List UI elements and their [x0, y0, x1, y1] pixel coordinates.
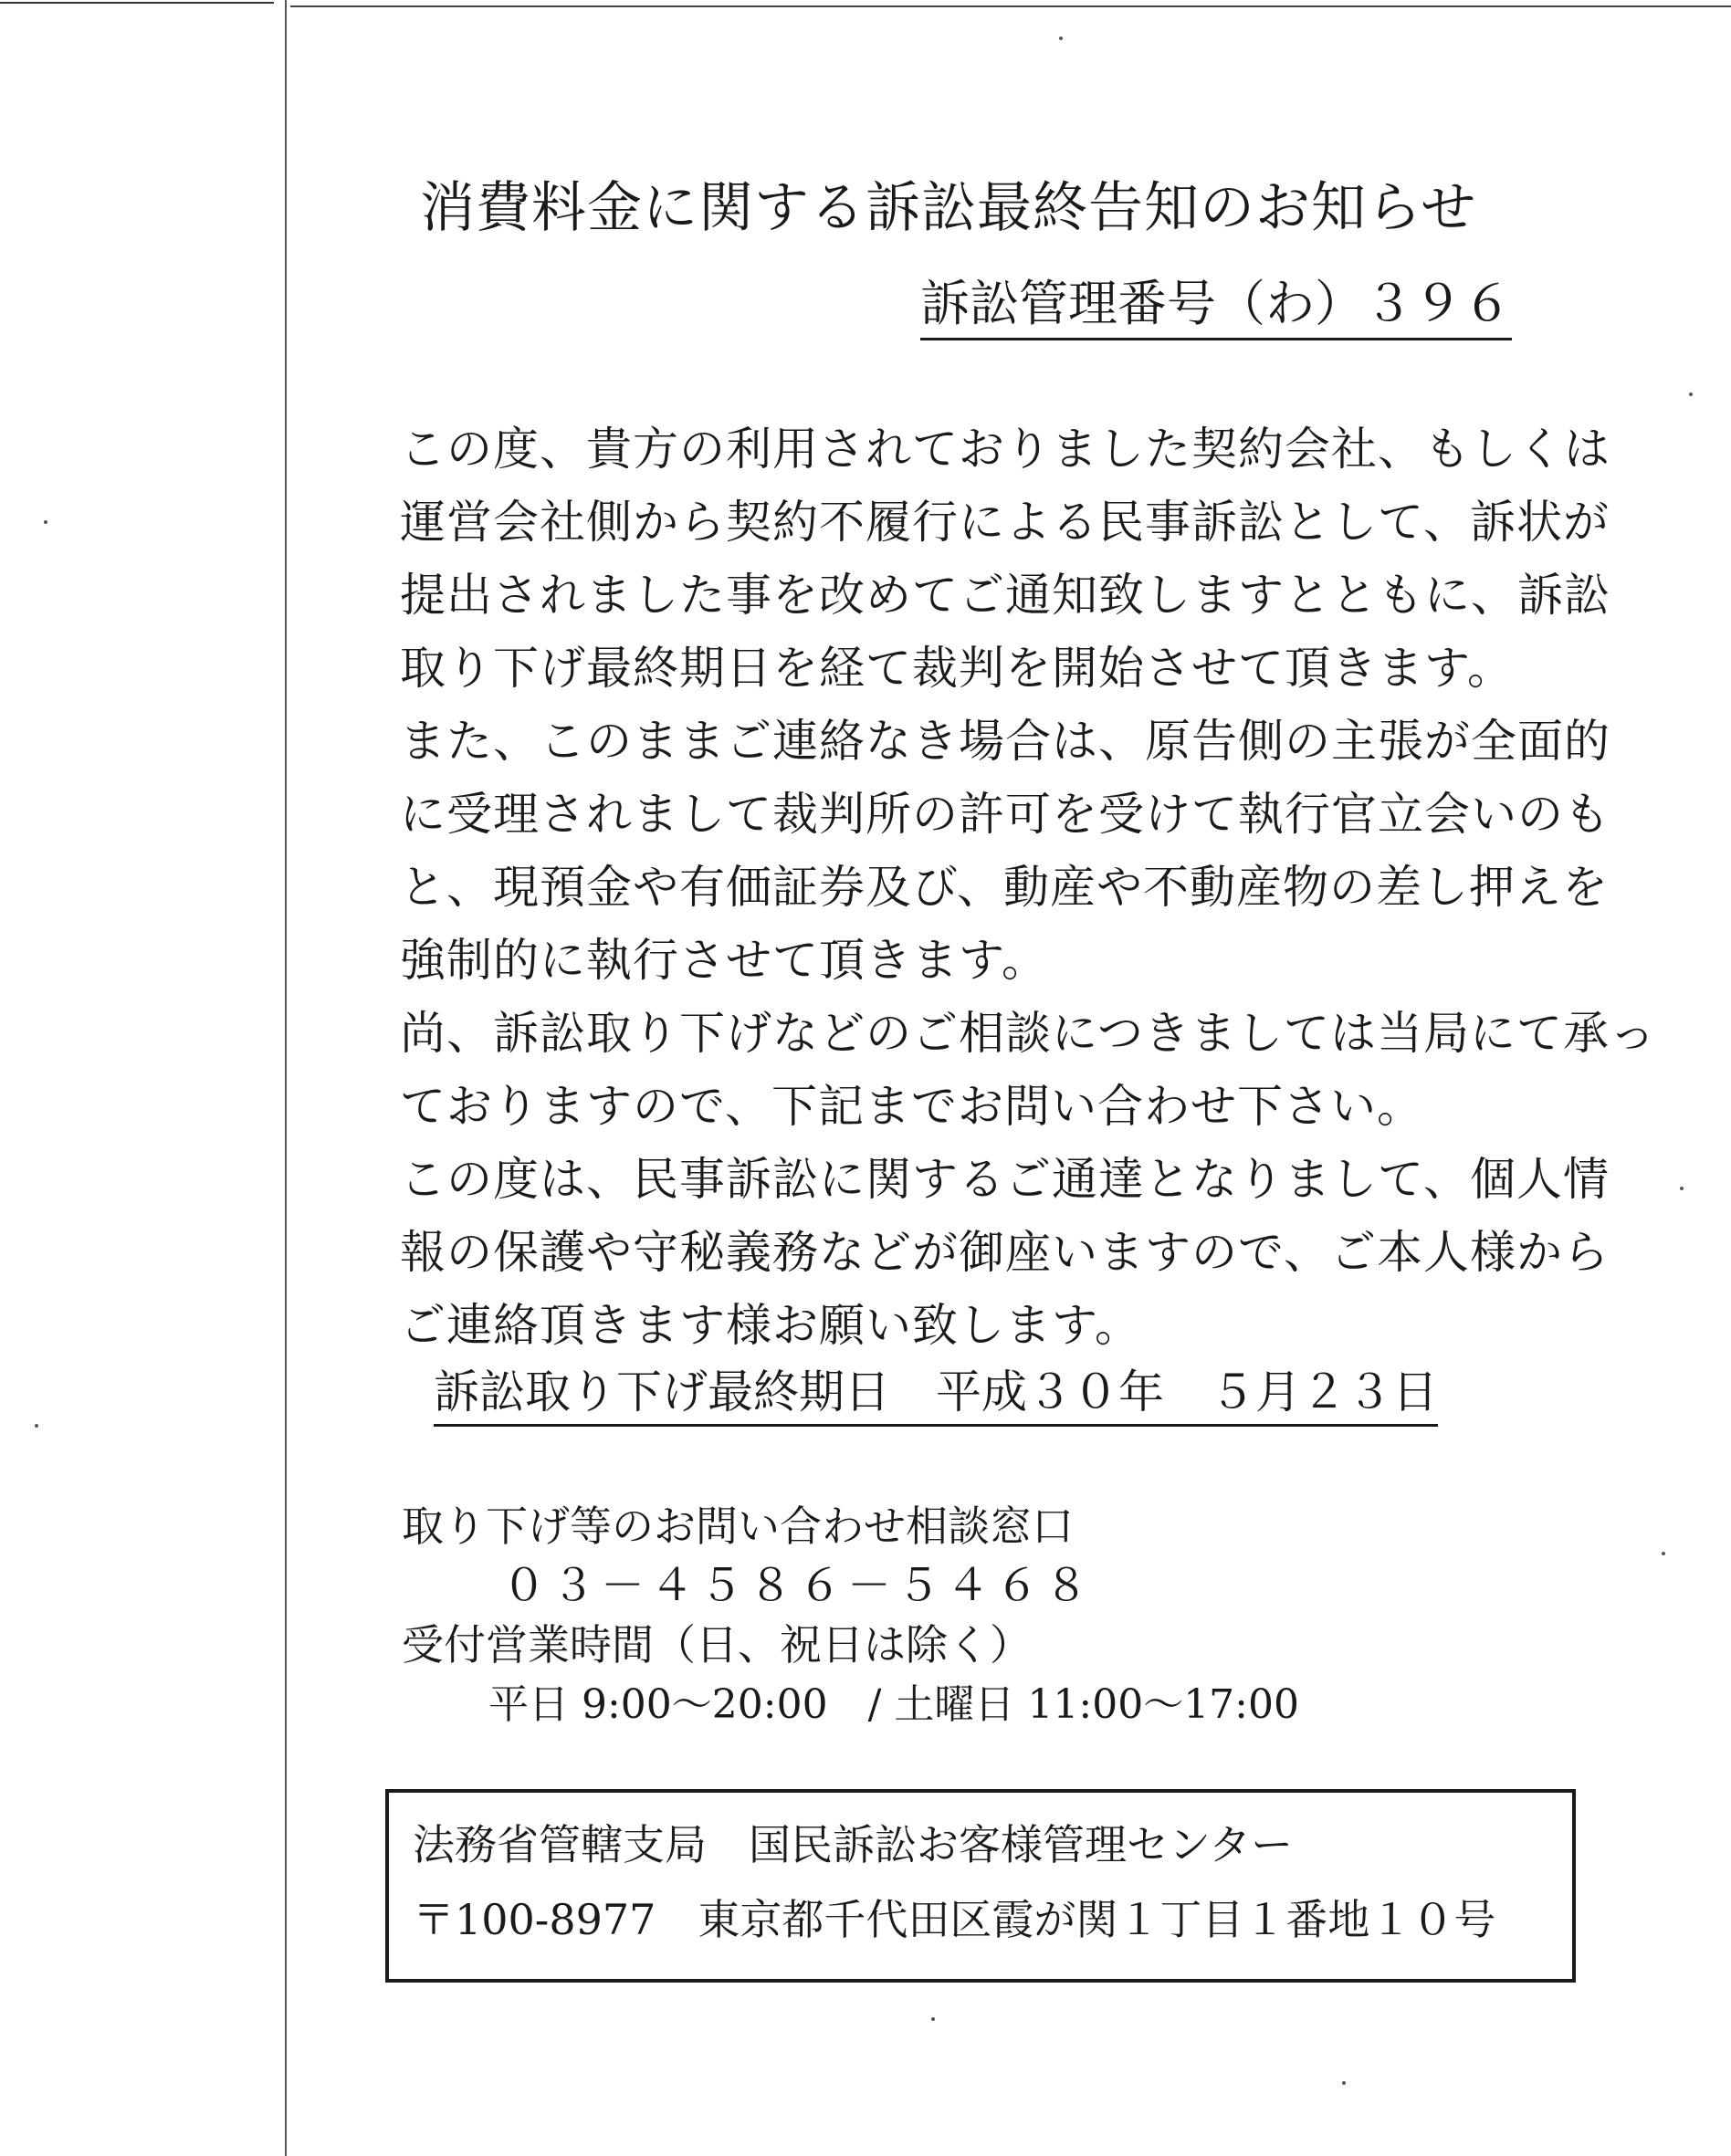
- body-line: 運営会社側から契約不履行による民事訴訟として、訴状が: [400, 496, 1610, 549]
- office-address: 〒100-8977 東京都千代田区霞が関１丁目１番地１０号: [413, 1895, 1496, 1944]
- scan-edge-line: [290, 5, 1731, 7]
- scan-speck: [1689, 392, 1693, 396]
- body-line: 尚、訴訟取り下げなどのご相談につきましては当局にて承っ: [400, 1007, 1656, 1060]
- body-line: 強制的に執行させて頂きます。: [400, 934, 1048, 987]
- scan-speck: [1342, 2081, 1346, 2085]
- body-line: 提出されました事を改めてご通知致しますとともに、訴訟: [400, 569, 1610, 622]
- scan-edge-line: [0, 2, 274, 4]
- withdrawal-deadline: 訴訟取り下げ最終期日 平成３０年 ５月２３日: [434, 1369, 1438, 1427]
- body-line: この度、貴方の利用されておりました契約会社、もしくは: [400, 423, 1610, 476]
- contact-section: [402, 1497, 1589, 1734]
- document-title: 消費料金に関する訴訟最終告知のお知らせ: [420, 176, 1477, 240]
- office-name: 法務省管轄支局 国民訴訟お客様管理センター: [413, 1820, 1294, 1869]
- contact-window-label: 取り下げ等のお問い合わせ相談窓口: [402, 1502, 1074, 1551]
- body-line: ておりますので、下記までお問い合わせ下さい。: [400, 1080, 1423, 1133]
- case-number: 訴訟管理番号（わ）３９６: [920, 279, 1512, 340]
- scan-speck: [1680, 1187, 1684, 1190]
- business-hours: 平日 9:00～20:00 / 土曜日 11:00～17:00: [488, 1681, 1299, 1728]
- scan-speck: [35, 1424, 38, 1428]
- body-line: また、このままご連絡なき場合は、原告側の主張が全面的: [400, 715, 1610, 768]
- phone-number: [402, 1556, 1589, 1616]
- scan-speck: [1662, 1552, 1665, 1555]
- scan-margin-line: [285, 0, 287, 2156]
- scan-speck: [1059, 37, 1063, 40]
- business-hours-label: 受付営業時間（日、祝日は除く）: [402, 1620, 1032, 1669]
- body-line: と、現預金や有価証券及び、動産や不動産物の差し押えを: [400, 861, 1609, 914]
- body-line: に受理されまして裁判所の許可を受けて執行官立会いのも: [400, 788, 1610, 841]
- body-line: この度は、民事訴訟に関するご通達となりまして、個人情: [400, 1153, 1610, 1206]
- scan-speck: [44, 520, 47, 524]
- phone-number-text: ０３－４５８６－５４６８: [502, 1560, 1095, 1611]
- body-line: 報の保護や守秘義務などが御座いますので、ご本人様から: [400, 1226, 1610, 1279]
- body-line: 取り下げ最終期日を経て裁判を開始させて頂きます。: [400, 642, 1514, 695]
- office-info-box: [385, 1789, 1576, 1983]
- body-text: [400, 413, 1656, 1362]
- scan-speck: [931, 2017, 935, 2021]
- body-line: ご連絡頂きます様お願い致します。: [400, 1299, 1141, 1352]
